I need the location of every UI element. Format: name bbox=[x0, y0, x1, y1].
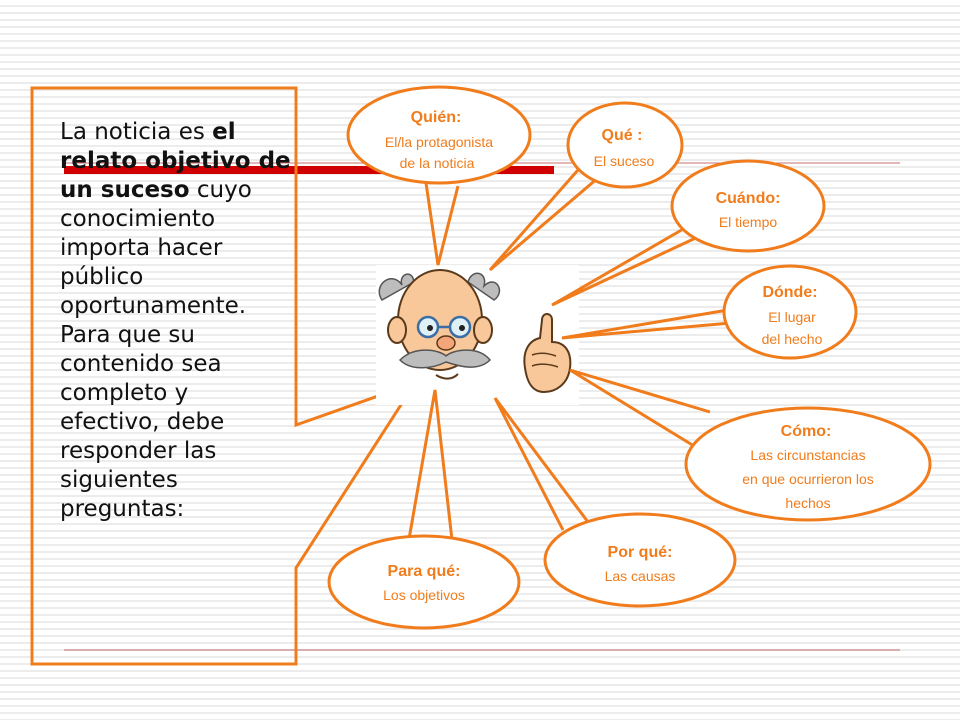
bubble-paraque-title: Para qué: bbox=[387, 563, 461, 580]
bubble-cuando-title: Cuándo: bbox=[715, 190, 781, 207]
bubble-porque-title: Por qué: bbox=[607, 544, 673, 561]
bubble-donde bbox=[724, 266, 856, 358]
bubble-que-line-1: El suceso bbox=[593, 153, 655, 169]
bubble-quien-line-2: de la noticia bbox=[399, 155, 475, 171]
bubble-que-title: Qué : bbox=[601, 127, 643, 144]
bubble-porque bbox=[545, 514, 735, 606]
intro-text-bold: el relato objetivo de un suceso bbox=[60, 119, 291, 203]
bubble-como-line-2: en que ocurrieron los bbox=[742, 471, 874, 487]
bubble-como-line-1: Las circunstancias bbox=[750, 447, 866, 463]
bubble-como-line-3: hechos bbox=[785, 495, 831, 511]
bubble-donde-line-2: del hecho bbox=[761, 331, 823, 347]
bubble-quien-line-1: El/la protagonista bbox=[384, 134, 494, 150]
bubble-paraque-line-1: Los objetivos bbox=[383, 587, 465, 603]
bubble-quien bbox=[348, 87, 530, 183]
bubble-porque-line-1: Las causas bbox=[604, 568, 676, 584]
professor-illustration bbox=[376, 265, 579, 405]
bubble-quien-title: Quién: bbox=[410, 109, 462, 126]
intro-text-part-1: La noticia es bbox=[60, 119, 213, 145]
bubble-cuando-line-1: El tiempo bbox=[718, 214, 778, 230]
bubble-como-title: Cómo: bbox=[780, 423, 832, 440]
bubble-cuando bbox=[672, 161, 824, 251]
bubble-donde-title: Dónde: bbox=[762, 284, 818, 301]
bubble-que bbox=[568, 103, 682, 187]
bubble-paraque bbox=[329, 536, 519, 628]
intro-text-part-2: cuyo conocimiento importa hacer público oportunamente. Para que su contenido sea completo y efectivo, debe responder las siguientes preguntas: bbox=[60, 177, 252, 522]
intro-text bbox=[60, 118, 292, 524]
bubble-donde-line-1: El lugar bbox=[768, 309, 816, 325]
bubble-como bbox=[686, 408, 930, 520]
